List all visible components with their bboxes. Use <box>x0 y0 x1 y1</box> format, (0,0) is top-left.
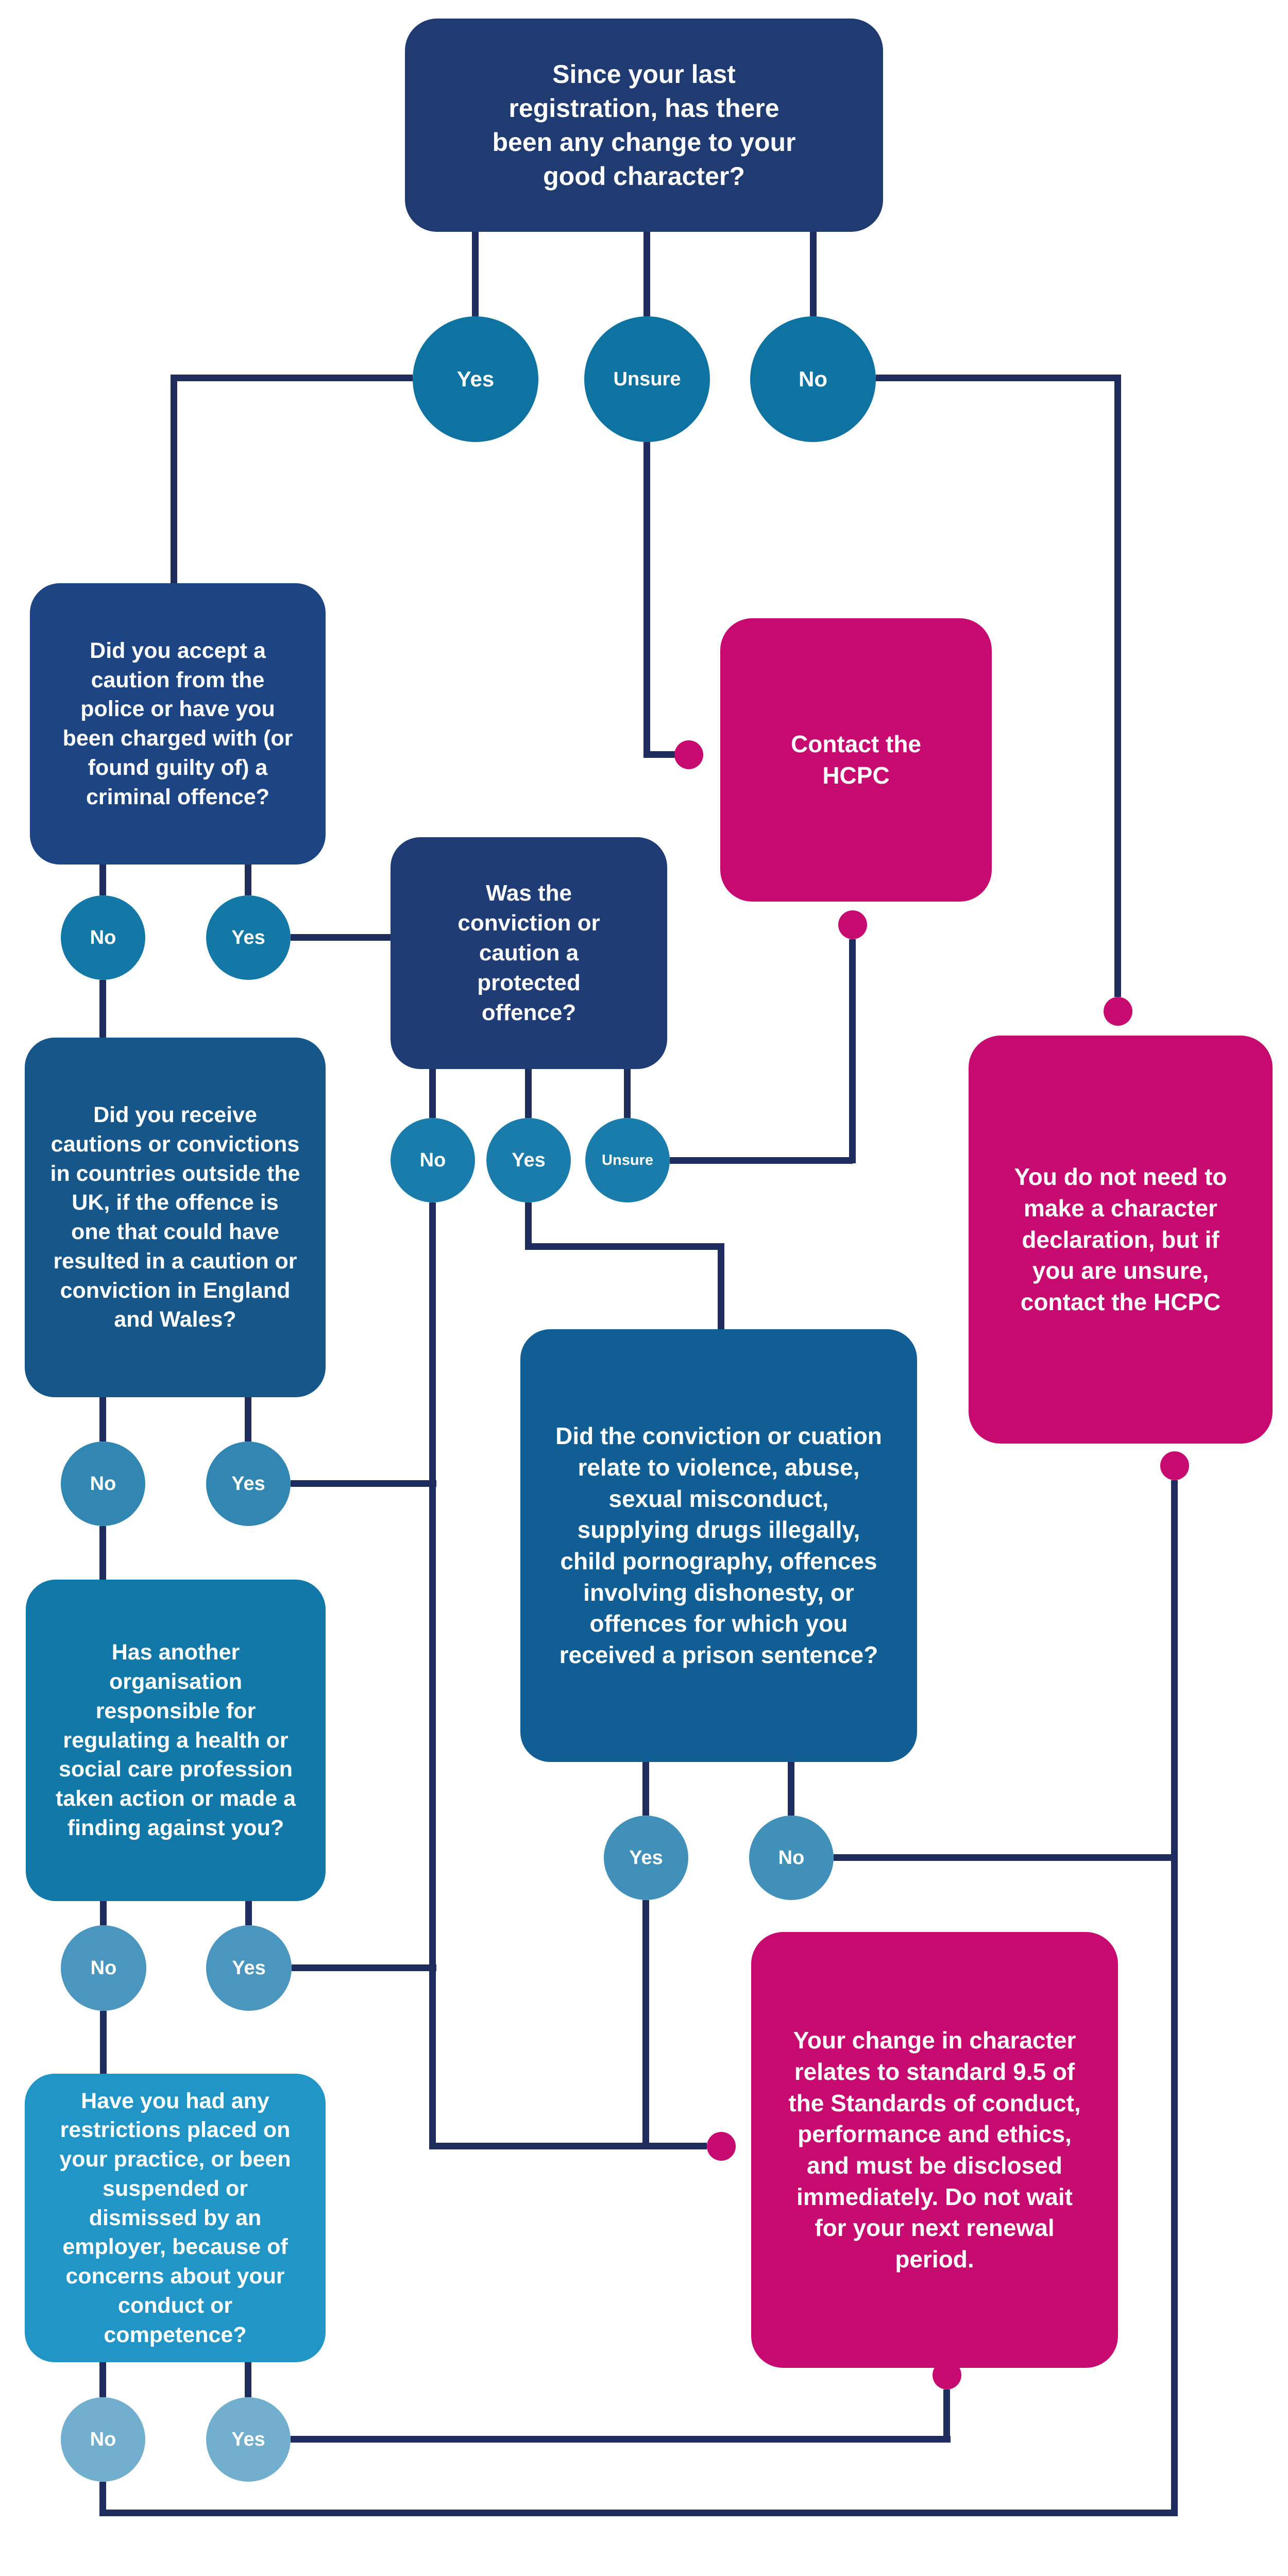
junction-dot <box>1160 1451 1189 1480</box>
connector-line <box>643 442 650 758</box>
decision-unsure-protected <box>585 1118 670 1202</box>
node-violence-label: Did the conviction or cuation relate to violence, abuse, sexual misconduct, supplying drugs illegally, child pornography, offences involving dishonesty, or offences for which you received a prison sentence? <box>555 1422 882 1669</box>
node-outside-uk-label: Did you receive cautions or convictions in countries outside the UK, if the offence is one that could have resulted in a caution or conviction in England and Wales? <box>50 1103 300 1332</box>
connector-line <box>99 2510 1178 2516</box>
connector-line <box>429 1202 436 2149</box>
connector-line <box>525 1243 724 1250</box>
decision-label: Yes <box>231 1472 265 1495</box>
connector-line <box>99 1397 106 1442</box>
decision-no-regulator <box>61 1925 146 2011</box>
connector-line <box>670 1157 853 1164</box>
connector-line <box>99 865 106 895</box>
decision-label: Yes <box>512 1149 546 1171</box>
decision-yes-regulator <box>206 1925 292 2011</box>
decision-unsure-start <box>584 316 710 442</box>
connector-line <box>291 1480 436 1487</box>
node-violence-question <box>520 1329 917 1762</box>
decision-yes-outside-uk <box>206 1442 291 1526</box>
decision-no-protected <box>391 1118 475 1202</box>
decision-no-violence <box>749 1816 834 1900</box>
connector-line <box>1171 1480 1178 2516</box>
decision-no-start <box>750 316 876 442</box>
connector-line <box>525 1069 532 1118</box>
junction-dot <box>707 2132 736 2161</box>
node-contact-hcpc-outcome <box>720 618 992 902</box>
decision-label: Yes <box>232 1957 266 1979</box>
node-must-disclose-outcome <box>751 1932 1118 2368</box>
node-restrictions-label: Have you had any restrictions placed on your practice, or been suspended or dismissed by an employer, because of concerns about your conduct or competence? <box>59 2088 291 2347</box>
node-protected-label: Was the conviction or caution a protected offence? <box>457 880 600 1026</box>
decision-label: No <box>419 1149 446 1171</box>
connector-line <box>245 2362 251 2397</box>
junction-dot <box>674 740 703 769</box>
connector-line <box>292 1964 436 1971</box>
connector-line <box>642 1762 649 1816</box>
node-caution-question <box>30 583 326 865</box>
connector-line <box>643 232 650 316</box>
node-restrictions-question <box>25 2074 326 2362</box>
connector-line <box>245 865 251 895</box>
connector-line <box>100 2011 107 2074</box>
connector-line <box>642 1900 649 2149</box>
decision-label: Yes <box>629 1846 663 1869</box>
node-no-declaration-label: You do not need to make a character declaration, but if you are unsure, contact the HCPC <box>1014 1163 1227 1316</box>
decision-label: No <box>90 1957 117 1979</box>
decision-label: No <box>90 2428 116 2450</box>
decision-yes-violence <box>604 1816 688 1900</box>
connector-line <box>472 232 479 316</box>
node-outside-uk-question <box>25 1038 326 1397</box>
decision-yes-caution <box>206 895 291 980</box>
connector-line <box>943 2389 950 2443</box>
decision-label: Yes <box>456 367 495 391</box>
connector-line <box>788 1762 794 1816</box>
connector-line <box>99 1526 106 1580</box>
node-regulator-question <box>26 1580 326 1901</box>
connector-line <box>834 1854 1178 1861</box>
connector-line <box>245 1397 251 1442</box>
decision-label: Unsure <box>613 368 681 390</box>
node-protected-question <box>391 837 667 1069</box>
node-no-declaration-outcome <box>969 1036 1273 1444</box>
node-contact-label: Contact the HCPC <box>791 731 921 789</box>
connector-line <box>1114 375 1121 997</box>
connector-line <box>624 1069 631 1118</box>
decision-label: No <box>90 1472 116 1495</box>
connector-line <box>171 375 177 583</box>
node-regulator-label: Has another organisation responsible for regulating a health or social care profession taken action or made a finding against you? <box>56 1640 296 1840</box>
connector-line <box>429 1069 436 1118</box>
decision-label: Yes <box>231 2428 265 2450</box>
connector-line <box>291 2436 951 2443</box>
decision-no-caution <box>61 895 145 980</box>
connector-line <box>174 375 413 381</box>
decision-yes-start <box>413 316 538 442</box>
decision-no-restrictions <box>61 2397 145 2482</box>
junction-dot <box>1104 997 1132 1026</box>
connector-line <box>99 980 106 1038</box>
decision-label: Unsure <box>602 1151 653 1168</box>
decision-label: No <box>90 926 116 948</box>
connector-line <box>849 939 856 1163</box>
connector-line <box>291 934 391 941</box>
decision-label: No <box>778 1846 805 1869</box>
decision-yes-restrictions <box>206 2397 291 2482</box>
decision-no-outside-uk <box>61 1442 145 1526</box>
connector-line <box>100 1901 107 1925</box>
connector-line <box>245 1901 252 1925</box>
decision-yes-protected <box>486 1118 571 1202</box>
connector-line <box>876 375 1118 381</box>
connector-line <box>429 2143 707 2149</box>
connector-line <box>810 232 817 316</box>
decision-label: Yes <box>231 926 265 948</box>
decision-label: No <box>799 367 827 391</box>
connector-line <box>718 1243 724 1329</box>
junction-dot <box>838 910 867 939</box>
node-must-disclose-label: Your change in character relates to standard 9.5 of the Standards of conduct, performance and ethics, and must be disclosed immediately. Do not wait for your next renewal period. <box>788 2027 1081 2273</box>
node-caution-label: Did you accept a caution from the police or have you been charged with (or found guilty of) a criminal offence? <box>62 638 293 809</box>
connector-line <box>99 2362 106 2397</box>
node-start-question <box>405 19 883 232</box>
node-start-label: Since your last registration, has there been any change to your good character? <box>492 60 796 191</box>
connector-line <box>643 751 675 758</box>
